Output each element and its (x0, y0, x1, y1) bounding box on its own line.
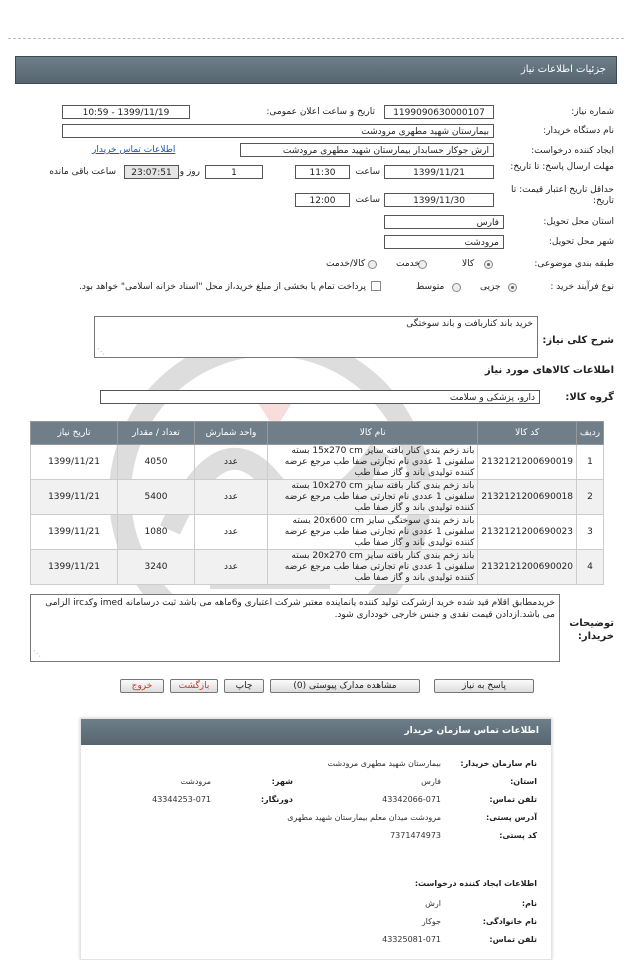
creator-phone-label: تلفن تماس: (489, 935, 537, 944)
row-qty: 5400 (118, 480, 195, 515)
page-header (15, 56, 617, 84)
summary-text: خرید باند کناربافت و باند سوختگی (406, 319, 533, 329)
row-qty: 4050 (118, 445, 195, 480)
goods-group-label: گروه کالا: (565, 392, 614, 403)
contact-card-header (81, 719, 551, 745)
need-number-field: 1199090630000107 (384, 105, 494, 119)
creator-name-value: ارش (425, 899, 441, 908)
table-row (31, 550, 604, 585)
table-row (31, 515, 604, 550)
price-time-field: 12:00 (295, 193, 350, 207)
province-label: استان محل تحویل: (543, 217, 614, 227)
creator-label: ایجاد کننده درخواست: (531, 146, 614, 156)
row-name: باند زخم بندی کنار بافته سایز 20x270 cm بسته سلفونی 1 عددی نام تجارتی صفا طب مرجع عرضه کننده تولیدی باند و گاز صفا طب (268, 550, 478, 585)
notes-textarea (30, 594, 560, 662)
goods-section-title: اطلاعات کالاهای مورد نیاز (484, 365, 614, 376)
row-code: 2132121200690020 (478, 550, 577, 585)
contact-org-value: بیمارستان شهید مطهری مرودشت (327, 759, 441, 768)
contact-address-label: آدرس پستی: (486, 813, 537, 822)
creator-name-label: نام: (521, 899, 537, 908)
row-code: 2132121200690023 (478, 515, 577, 550)
top-divider (8, 38, 624, 39)
reply-deadline-label: مهلت ارسال پاسخ: تا تاریخ: (510, 162, 614, 172)
buyer-org-field: بیمارستان شهید مطهری مرودشت (62, 124, 494, 138)
remaining-time-field: 23:07:51 (124, 165, 179, 179)
row-unit: عدد (195, 550, 268, 585)
goods-group-field: دارو، پزشکی و سلامت (100, 390, 540, 404)
days-label: روز و (179, 167, 200, 177)
summary-label: شرح کلی نیاز: (542, 335, 614, 346)
buyer-contact-link[interactable]: اطلاعات تماس خریدار (92, 145, 176, 155)
process-label: نوع فرآیند خرید : (550, 282, 614, 292)
process-minor-label: جزیی (480, 282, 501, 292)
page-title: جزئیات اطلاعات نیاز (520, 64, 606, 75)
category-radio-goods[interactable] (484, 260, 493, 269)
contact-city-value: مرودشت (180, 777, 211, 786)
row-index: 2 (577, 480, 604, 515)
announce-field: 1399/11/19 - 10:59 (62, 105, 190, 119)
days-field: 1 (205, 165, 263, 179)
row-code: 2132121200690018 (478, 480, 577, 515)
table-row (31, 480, 604, 515)
treasury-checkbox[interactable] (371, 281, 381, 291)
summary-textarea (94, 316, 538, 358)
row-date: 1399/11/21 (31, 480, 118, 515)
row-code: 2132121200690019 (478, 445, 577, 480)
col-name: نام کالا (268, 422, 478, 445)
resize-grip-icon: ⋰ (97, 347, 105, 356)
exit-button[interactable]: خروج (120, 679, 164, 693)
row-qty: 1080 (118, 515, 195, 550)
row-index: 3 (577, 515, 604, 550)
payment-note: پرداخت تمام یا بخشی از مبلغ خرید،از محل "اسناد خزانه اسلامی" خواهد بود. (78, 282, 366, 292)
attachments-button[interactable]: مشاهده مدارک پیوستی (0) (270, 679, 420, 693)
row-unit: عدد (195, 480, 268, 515)
reply-time-field: 11:30 (295, 165, 350, 179)
remaining-label: ساعت باقی مانده (49, 167, 116, 177)
contact-city-label: شهر: (271, 777, 293, 786)
city-field: مرودشت (384, 235, 504, 249)
print-button[interactable]: چاپ (224, 679, 264, 693)
category-service-label: خدمت (396, 259, 420, 269)
contact-phone-value: 43342066-071 (382, 795, 441, 804)
row-name: باند زخم بندی سوختگی سایز 20x600 cm بسته سلفونی 1 عددی نام تجارتی صفا طب مرجع عرضه کننده تولیدی باند و گاز صفا طب (268, 515, 478, 550)
reply-time-label: ساعت (355, 167, 380, 177)
row-date: 1399/11/21 (31, 515, 118, 550)
reply-button[interactable]: پاسخ به نیاز (434, 679, 534, 693)
contact-card-title: اطلاعات تماس سازمان خریدار (404, 726, 539, 736)
col-code: کد کالا (478, 422, 577, 445)
row-name: باند زخم بندی کنار بافته سایز 10x270 cm بسته سلفونی 1 عددی نام تجارتی صفا طب مرجع عرضه کننده تولیدی باند و گاز صفا طب (268, 480, 478, 515)
resize-grip-icon: ⋰ (33, 649, 41, 658)
province-field: فارس (384, 215, 504, 229)
reply-date-field: 1399/11/21 (384, 165, 494, 179)
need-number-label: شماره نیاز: (571, 107, 614, 117)
contact-province-value: فارس (421, 777, 441, 786)
buyer-org-label: نام دستگاه خریدار: (543, 126, 614, 136)
price-date-field: 1399/11/30 (384, 193, 494, 207)
contact-postal-label: کد پستی: (499, 831, 537, 840)
notes-label: توضیحات خریدار: (569, 618, 614, 642)
row-unit: عدد (195, 445, 268, 480)
creator-family-value: جوکار (421, 917, 441, 926)
price-time-label: ساعت (355, 195, 380, 205)
creator-info-title: اطلاعات ایجاد کننده درخواست: (414, 879, 537, 888)
goods-table (30, 421, 604, 585)
creator-family-label: نام خانوادگی: (482, 917, 537, 926)
contact-fax-value: 43344253-071 (152, 795, 211, 804)
notes-text: خریدمطابق اقلام قید شده خرید ازشرکت تولید کننده یانماینده معتبر شرکت اعتباری و6ماهه می باشد ثبت درسامانه imed وکدirc الزامی می باشد.ازدادن قیمت نقدی و جنس خارجی خودداری شود. (45, 598, 555, 620)
table-row (31, 445, 604, 480)
row-date: 1399/11/21 (31, 550, 118, 585)
back-button[interactable]: بازگشت (170, 679, 218, 693)
row-unit: عدد (195, 515, 268, 550)
process-medium-label: متوسط (416, 282, 445, 292)
row-index: 1 (577, 445, 604, 480)
contact-postal-value: 7371474973 (390, 831, 441, 840)
price-validity-label: حداقل تاریخ اعتبار قیمت: تا تاریخ: (511, 185, 614, 206)
city-label: شهر محل تحویل: (548, 237, 614, 247)
contact-org-label: نام سازمان خریدار: (460, 759, 537, 768)
col-qty: تعداد / مقدار (118, 422, 195, 445)
process-radio-minor[interactable] (508, 283, 517, 292)
process-radio-medium[interactable] (452, 283, 461, 292)
contact-phone-label: تلفن تماس: (489, 795, 537, 804)
category-label: طبقه بندی موضوعی: (534, 259, 614, 269)
contact-province-label: استان: (510, 777, 537, 786)
category-both-label: کالا/خدمت (326, 259, 366, 269)
col-unit: واحد شمارش (195, 422, 268, 445)
row-qty: 3240 (118, 550, 195, 585)
announce-label: تاریخ و ساعت اعلان عمومی: (266, 107, 375, 117)
contact-fax-label: دورنگار: (260, 795, 293, 804)
row-index: 4 (577, 550, 604, 585)
col-index: ردیف (577, 422, 604, 445)
category-radio-both[interactable] (368, 260, 377, 269)
row-date: 1399/11/21 (31, 445, 118, 480)
creator-field: ارش جوکار حسابدار بیمارستان شهید مطهری مرودشت (240, 143, 494, 157)
row-name: باند زخم بندی کنار بافته سایز 15x270 cm بسته سلفونی 1 عددی نام تجارتی صفا طب مرجع عرضه کننده تولیدی باند و گاز صفا طب (268, 445, 478, 480)
contact-address-value: مرودشت میدان معلم بیمارستان شهید مطهری (287, 813, 441, 822)
col-date: تاریخ نیاز (31, 422, 118, 445)
creator-phone-value: 43325081-071 (382, 935, 441, 944)
category-goods-label: کالا (462, 259, 475, 269)
goods-table-header (31, 422, 604, 445)
buyer-contact-card (80, 718, 552, 960)
